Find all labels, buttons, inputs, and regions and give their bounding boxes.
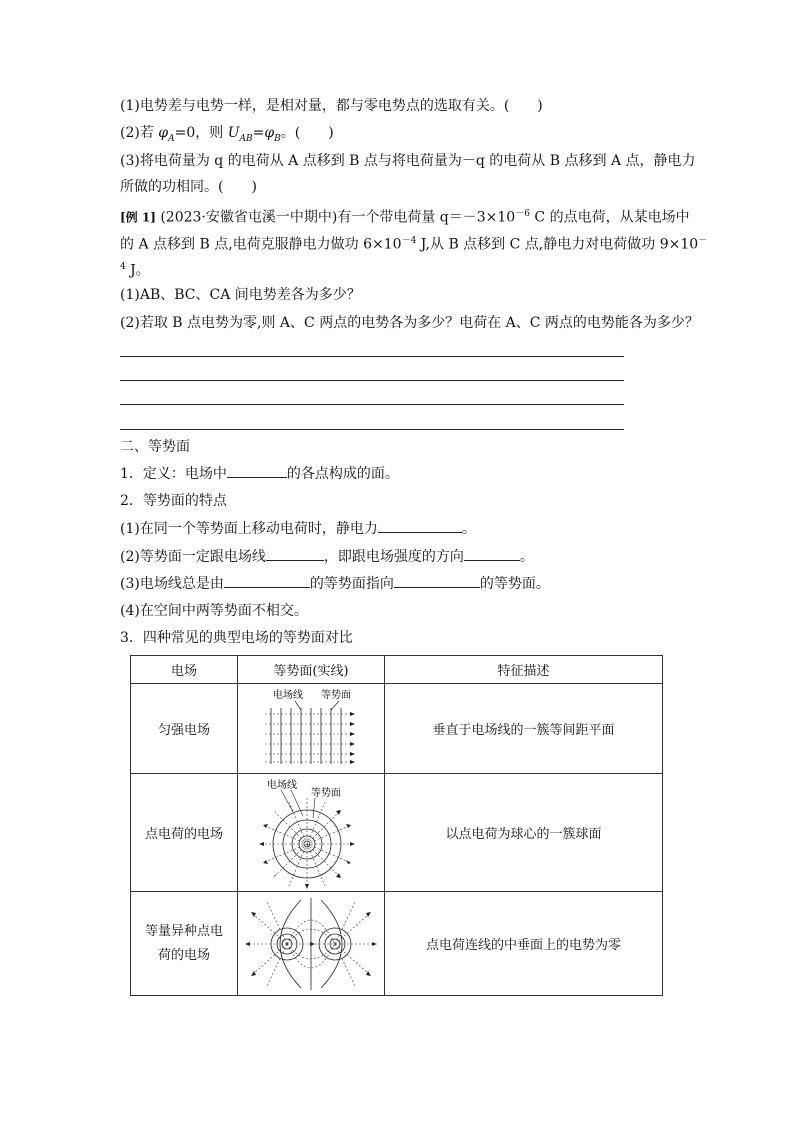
example-text: J。 [125, 262, 150, 279]
fill-blank[interactable] [464, 546, 520, 561]
subscript: A [168, 133, 175, 144]
label-field-line: 电场线 [273, 689, 303, 701]
feature-1 [120, 518, 476, 539]
phi-symbol: φ [158, 125, 169, 141]
label-equipotential: 等势面 [311, 787, 341, 799]
field-name: 点电荷的电场 [131, 774, 238, 892]
feature-2 [120, 546, 534, 567]
field-name-line: 荷的电场 [157, 947, 210, 963]
judgement-q3-line2: 所做的功相同。( ) [120, 179, 257, 195]
exponent: －4 [401, 236, 417, 246]
header-figure: 等势面(实线) [238, 656, 385, 684]
u-symbol: U [227, 125, 240, 141]
figure-cell [238, 684, 385, 774]
header-field: 电场 [131, 656, 238, 684]
feature-text: (1)在同一个等势面上移动电荷时，静电力 [120, 521, 378, 537]
exponent: －6 [515, 209, 530, 219]
judgement-q3-line1: (3)将电荷量为 q 的电荷从 A 点移到 B 点与将电荷量为－q 的电荷从 B 点移到 A 点，静电力 [120, 153, 696, 169]
label-equipotential: 等势面 [321, 689, 351, 701]
answer-line[interactable] [120, 429, 624, 430]
q2-text: = [252, 125, 265, 141]
table-row [131, 774, 663, 892]
fill-blank[interactable] [394, 573, 480, 588]
feature-text: ，即跟电场强度的方向 [323, 549, 464, 565]
fill-blank[interactable] [227, 463, 287, 478]
field-name: 匀强电场 [131, 684, 238, 774]
field-name [131, 892, 238, 996]
figure-cell [238, 774, 385, 892]
feature-text: 的等势面。 [479, 576, 550, 592]
example-line1 [120, 204, 690, 228]
example-text: J,从 B 点移到 C 点,静电力对电荷做功 9×10 [416, 236, 699, 253]
header-description: 特征描述 [385, 656, 663, 684]
definition-text: 的各点构成的面。 [286, 466, 399, 482]
subscript: AB [239, 133, 253, 144]
features-heading: 2．等势面的特点 [120, 493, 227, 509]
dipole-figure [241, 894, 381, 994]
feature-text: (2)等势面一定跟电场线 [120, 549, 266, 565]
answer-line[interactable] [120, 356, 624, 357]
q2-text: =0，则 [174, 125, 228, 141]
judgement-q1: (1)电势差与电势一样，是相对量，都与零电势点的选取有关。( ) [120, 98, 543, 114]
fill-blank[interactable] [378, 518, 462, 533]
example-text: 的 A 点移到 B 点,电荷克服静电力做功 6×10 [120, 236, 402, 253]
uniform-field-figure [251, 686, 371, 772]
plus-sign: + [304, 840, 311, 849]
figure-cell [238, 892, 385, 996]
comparison-heading: 3．四种常见的典型电场的等势面对比 [120, 630, 353, 646]
definition-text: 1．定义：电场中 [120, 466, 227, 482]
subscript: B [274, 133, 281, 144]
feature-4: (4)在空间中两等势面不相交。 [120, 603, 308, 619]
example-tag: [例 1] [120, 210, 156, 225]
definition [120, 463, 399, 484]
feature-description: 垂直于电场线的一簇等间距平面 [385, 684, 663, 774]
example-sub2: (2)若取 B 点电势为零,则 A、C 两点的电势各为多少？电荷在 A、C 两点的电势能各为多少？ [120, 315, 699, 331]
feature-text: (3)电场线总是由 [120, 576, 224, 592]
judgement-q2 [120, 123, 334, 149]
point-charge-figure [251, 776, 371, 890]
fill-blank[interactable] [266, 546, 324, 561]
feature-text: 。 [519, 549, 534, 565]
comparison-table [130, 655, 663, 996]
table-row [131, 892, 663, 996]
table-header-row [131, 656, 663, 684]
field-name-line: 等量异种点电 [144, 923, 223, 939]
feature-description: 以点电荷为球心的一簇球面 [385, 774, 663, 892]
example-text: (2023·安徽省屯溪一中期中)有一个带电荷量 q＝－3×10 [155, 209, 516, 226]
table-row [131, 684, 663, 774]
example-line3 [120, 257, 150, 281]
fill-blank[interactable] [224, 573, 310, 588]
exponent: 4 [120, 262, 126, 272]
section-heading: 二、等势面 [120, 439, 190, 455]
feature-text: 。 [461, 521, 476, 537]
q2-text: 。( ) [280, 125, 334, 141]
example-line2 [120, 231, 707, 255]
feature-3 [120, 573, 550, 594]
q2-text: (2)若 [120, 125, 159, 141]
answer-line[interactable] [120, 404, 624, 405]
label-field-line: 电场线 [267, 779, 297, 791]
exponent: － [698, 236, 708, 246]
example-sub1: (1)AB、BC、CA 间电势差各为多少？ [120, 287, 361, 303]
phi-symbol: φ [264, 125, 275, 141]
feature-text: 的等势面指向 [309, 576, 394, 592]
answer-line[interactable] [120, 380, 624, 381]
example-text: C 的点电荷，从某电场中 [529, 209, 690, 226]
feature-description: 点电荷连线的中垂面上的电势为零 [385, 892, 663, 996]
